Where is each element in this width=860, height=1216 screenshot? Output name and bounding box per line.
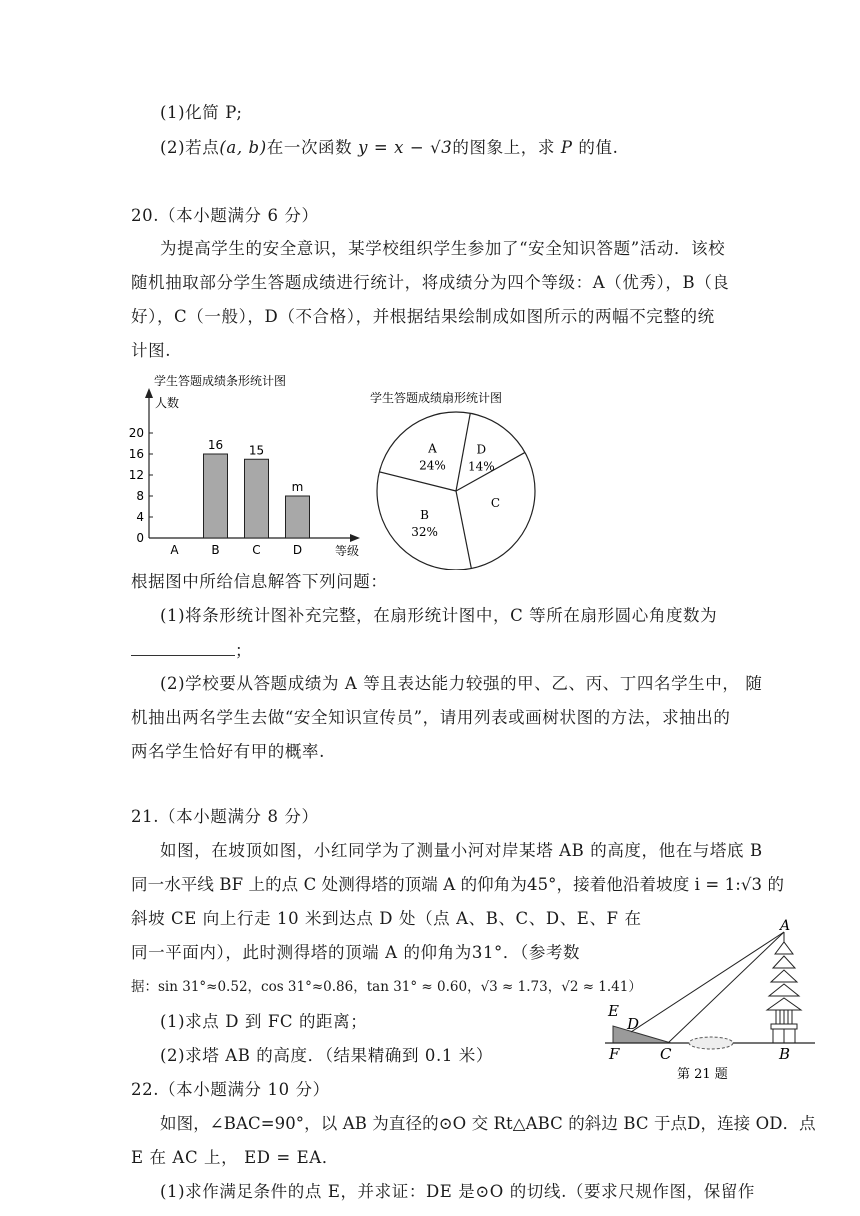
- pie-divider: [379, 472, 456, 491]
- bar-chart: [128, 368, 378, 558]
- answer-blank[interactable]: [131, 641, 235, 656]
- label-a: A: [780, 918, 791, 934]
- q19-variable-p: P: [560, 138, 573, 157]
- y-axis-arrow: [145, 388, 153, 398]
- bar-label-B: 16: [207, 438, 224, 452]
- pie-divider: [456, 413, 470, 491]
- pie-label-D: D: [476, 442, 487, 457]
- q20-part2-line-1: (2)学校要从答题成绩为 A 等且表达能力较强的甲、乙、丙、丁四名学生中， 随: [160, 674, 763, 693]
- q20-header: 20.（本小题满分 6 分）: [131, 206, 319, 225]
- x-tick-label-A: A: [170, 543, 179, 557]
- bar-B: [204, 454, 228, 538]
- q20-intro-line-4: 计图.: [131, 341, 172, 360]
- q20-instruction: 根据图中所给信息解答下列问题：: [131, 572, 388, 591]
- q19-point: (a, b): [219, 138, 267, 157]
- bar-chart-title: 学生答题成绩条形统计图: [154, 374, 287, 388]
- sight-line-from-c: [668, 932, 784, 1043]
- x-tick-label-B: B: [211, 543, 220, 557]
- bar-D: [286, 496, 310, 538]
- q20-intro-line-1: 为提高学生的安全意识，某学校组织学生参加了“安全知识答题”活动．该校: [160, 239, 726, 258]
- y-tick-label: 8: [136, 489, 144, 503]
- q20-part1: (1)将条形统计图补充完整，在扇形统计图中，C 等所在扇形圆心角度数为: [160, 606, 718, 625]
- pie-percent-A: 24%: [419, 458, 446, 473]
- label-c: C: [660, 1045, 672, 1063]
- q21-figure-caption: 第 21 题: [677, 1067, 728, 1082]
- pie-label-A: A: [428, 441, 437, 456]
- bar-chart-xlabel: 等级: [335, 544, 360, 558]
- q22-line-3: (1)求作满足条件的点 E，并求证：DE 是⊙O 的切线.（要求尺规作图，保留作: [160, 1182, 756, 1201]
- bar-label-C: 15: [248, 443, 265, 458]
- x-tick-label-D: D: [292, 543, 303, 557]
- q19-part2-a: (2)若点: [160, 138, 220, 157]
- q21-line-4: 同一平面内），此时测得塔的顶端 A 的仰角为31°．（参考数: [131, 943, 581, 962]
- q20-part2-line-2: 机抽出两名学生去做“安全知识宣传员”，请用列表或画树状图的方法，求抽出的: [131, 708, 731, 727]
- pie-label-B: B: [420, 507, 429, 522]
- y-tick-label: 0: [136, 531, 144, 545]
- q21-figure: [603, 918, 823, 1088]
- q20-part1-end: ；: [235, 641, 253, 660]
- y-tick-label: 12: [128, 468, 144, 482]
- q21-line-3: 斜坡 CE 向上行走 10 米到达点 D 处（点 A、B、C、D、E、F 在: [131, 909, 642, 928]
- q19-part1: (1)化简 P;: [160, 103, 243, 122]
- label-b: B: [779, 1045, 791, 1063]
- q21-header: 21.（本小题满分 8 分）: [131, 807, 319, 826]
- q21-line-1: 如图，在坡顶如图，小红同学为了测量小河对岸某塔 AB 的高度，他在与塔底 B: [160, 841, 763, 860]
- tower: [767, 932, 801, 1043]
- slope-triangle: [613, 1026, 671, 1043]
- y-tick-label: 4: [136, 510, 144, 524]
- x-tick-label-C: C: [252, 543, 261, 557]
- pie-chart: [370, 380, 550, 570]
- q19-part2-c: 的图象上，求: [452, 138, 555, 157]
- pie-label-C: C: [490, 496, 501, 511]
- q19-part2: [160, 137, 618, 159]
- q21-part1: (1)求点 D 到 FC 的距离；: [160, 1012, 368, 1031]
- q21-line-5: 据：sin 31°≈0.52，cos 31°≈0.86，tan 31° ≈ 0.60，√3 ≈ 1.73，√2 ≈ 1.41）: [131, 979, 642, 995]
- bar-label-D: m: [291, 480, 304, 494]
- y-tick-label: 20: [128, 426, 144, 440]
- pie-percent-B: 32%: [411, 524, 438, 539]
- q19-function: y = x − √3: [358, 138, 453, 157]
- river: [689, 1037, 733, 1049]
- pie-divider: [456, 491, 471, 568]
- bar-C: [245, 459, 269, 538]
- q20-intro-line-2: 随机抽取部分学生答题成绩进行统计，将成绩分为四个等级：A（优秀），B（良: [131, 273, 730, 292]
- sight-line-from-d: [631, 932, 784, 1032]
- q22-line-1: 如图，∠BAC=90°，以 AB 为直径的⊙O 交 Rt△ABC 的斜边 BC 于点D，连接 OD．点: [160, 1114, 816, 1133]
- pie-chart-title: 学生答题成绩扇形统计图: [370, 391, 503, 405]
- y-tick-label: 16: [128, 447, 144, 461]
- bar-chart-ylabel: 人数: [155, 396, 180, 410]
- q20-part1-blank-line: [131, 640, 252, 662]
- q21-line-2: 同一水平线 BF 上的点 C 处测得塔的顶端 A 的仰角为45°，接着他沿着坡度 i = 1:√3 的: [131, 875, 785, 894]
- label-d: D: [627, 1015, 640, 1033]
- q19-part2-b: 在一次函数: [266, 138, 353, 157]
- pie-percent-D: 14%: [467, 459, 495, 474]
- q20-part2-line-3: 两名学生恰好有甲的概率.: [131, 742, 325, 761]
- q21-part2: (2)求塔 AB 的高度．（结果精确到 0.1 米）: [160, 1046, 493, 1065]
- q22-header: 22.（本小题满分 10 分）: [131, 1080, 330, 1099]
- q20-intro-line-3: 好），C（一般），D（不合格），并根据结果绘制成如图所示的两幅不完整的统: [131, 307, 715, 326]
- label-e: E: [608, 1002, 619, 1020]
- q22-line-2: E 在 AC 上， ED = EA．: [131, 1148, 339, 1167]
- q19-part2-d: 的值.: [578, 138, 619, 157]
- label-f: F: [609, 1045, 620, 1063]
- x-axis-arrow: [350, 534, 360, 542]
